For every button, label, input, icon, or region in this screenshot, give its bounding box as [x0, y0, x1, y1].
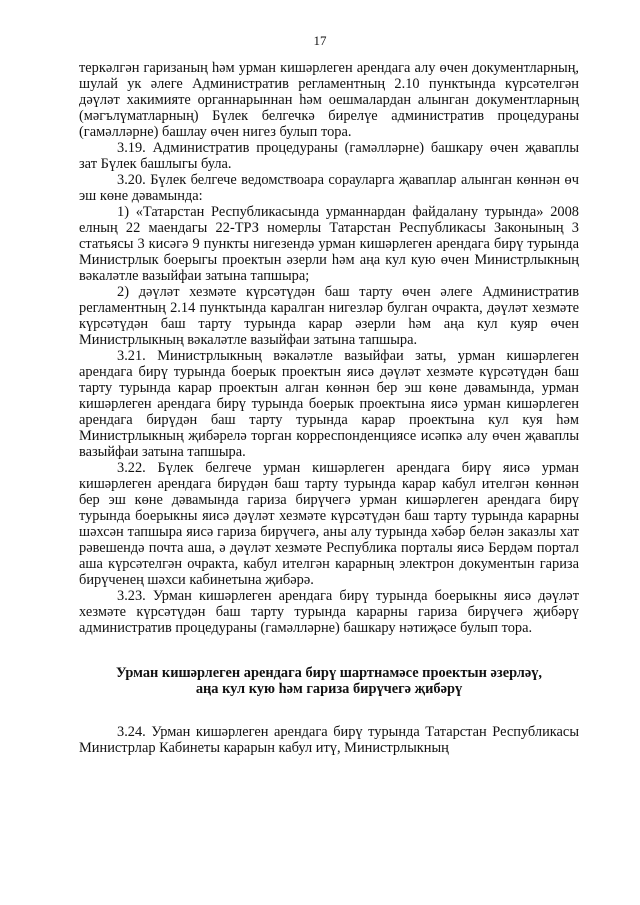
paragraph-3-23: 3.23. Урман кишәрлеген арендага бирү турында боерыкны яисә дәүләт хезмәте күрсәтүдән баш тарту турында карарны гариза бирүчегә җибәрү административ процедураны (гамәлләрне) башкару нәтиҗәсе булып тора.: [79, 588, 579, 636]
paragraph-continuation: теркәлгән гаризаның һәм урман кишәрлеген арендага алу өчен документларның, шулай ук әлеге Административ регламентның 2.10 пунктында күрсәтелгән дәүләт хакимияте органнарыннан һәм оешмалардан алынган документларның (мәгълүматларның) Бүлек белгечкә бирелүе административ процедураны (гамәлләрне) башлау өчен нигез булып тора.: [79, 60, 579, 140]
section-heading: [79, 665, 579, 697]
paragraph-3-20-item-2: 2) дәүләт хезмәте күрсәтүдән баш тарту өчен әлеге Административ регламентның 2.14 пунктында каралган нигезләр булган очракта, дәүләт хезмәте күрсәтүдән баш тарту турында карар әзерли һәм аңа кул куяр өчен Министрлыкның вәкаләтле вазыйфаи затына тапшыра.: [79, 284, 579, 348]
document-body: [79, 60, 579, 756]
paragraph-3-20-item-1: 1) «Татарстан Республикасында урманнардан файдалану турында» 2008 елның 22 маендагы 22-ТРЗ номерлы Татарстан Республикасы Законының 3 статьясы 3 кисәгә 9 пункты нигезендә урман кишәрлеген арендага бирү турында Министрлык боерыгы проектын әзерли һәм аңа кул кую өчен Министрлыкның вәкаләтле вазыйфаи затына тапшыра;: [79, 204, 579, 284]
paragraph-3-21: 3.21. Министрлыкның вәкаләтле вазыйфаи заты, урман кишәрлеген арендага бирү турында боерык проектын яисә дәүләт хезмәте күрсәтүдән баш тарту турында карар проектын алган көннән бер эш көне дәвамында, урман кишәрлеген арендага бирү турында боерык проектына яисә урман кишәрлеген арендага бирүдән баш тарту турында карар проектына кул куя һәм Министрлыкның җибәрелә торган корреспонденциясе исәпкә алу өчен җаваплы вазыйфаи затына тапшыра.: [79, 348, 579, 460]
paragraph-3-22: 3.22. Бүлек белгече урман кишәрлеген арендага бирү яисә урман кишәрлеген арендага бирүдән баш тарту турында карар кабул ителгән көннән бер эш көне дәвамында гариза бирүчегә урман кишәрлеген арендага бирү турында боерыкны яисә дәүләт хезмәте күрсәтүдән баш тарту турында карарны шәхсән тапшыра яисә гариза бирүчегә, аны алу турында хәбәр белән заказлы хат рәвешендә почта аша, ә дәүләт хезмәте Республика порталы яисә Бердәм портал аша күрсәтелгән очракта, кабул ителгән карарның электрон документын гариза бирүченең шәхси кабинетына җибәрә.: [79, 460, 579, 588]
section-heading-line-2: аңа кул кую һәм гариза бирүчегә җибәрү: [195, 681, 463, 697]
paragraph-3-19: 3.19. Административ процедураны (гамәлләрне) башкару өчен җаваплы зат Бүлек башлыгы була.: [79, 140, 579, 172]
paragraph-3-20: 3.20. Бүлек белгече ведомствоара сорауларга җаваплар алынган көннән өч эш көне дәвамында:: [79, 172, 579, 204]
page-number: 17: [313, 33, 327, 48]
section-heading-line-1: Урман кишәрлеген арендага бирү шартнамәсе проектын әзерләү,: [115, 665, 543, 681]
paragraph-3-24: 3.24. Урман кишәрлеген арендага бирү турында Татарстан Республикасы Министрлар Кабинеты карарын кабул итү, Министрлыкның: [79, 724, 579, 756]
